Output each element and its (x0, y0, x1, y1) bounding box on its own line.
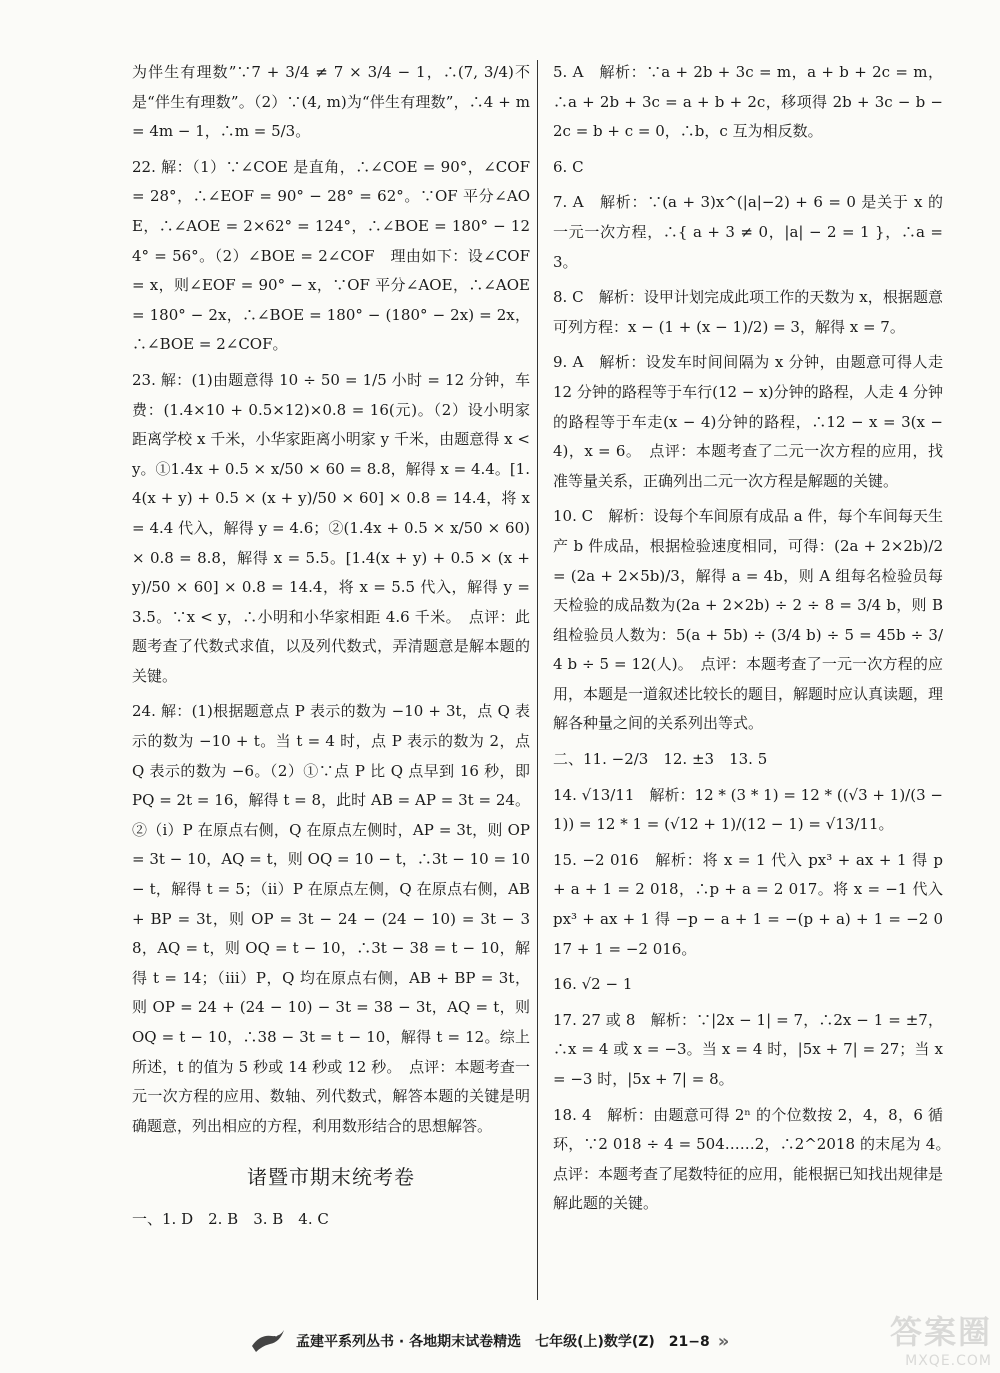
column-divider (537, 60, 538, 1300)
answer-paragraph: 一、1. D 2. B 3. B 4. C (132, 1209, 329, 1228)
right-column (553, 58, 959, 1219)
watermark-line2: MXQE.COM (905, 1353, 992, 1369)
answer-paragraph: 15. −2 016 解析：将 x = 1 代入 px³ + ax + 1 得 p + a + 1 = 2 018，∴p + a = 2 017。将 x = −1 代入 px³ + ax + 1 得 −p − a + 1 = −(p + a) + 1 = −2 017 + 1 = −2 016。 (553, 850, 943, 958)
bird-logo-icon (250, 1326, 286, 1356)
answer-paragraph: 二、11. −2/3 12. ±3 13. 5 (553, 750, 768, 769)
answer-paragraph: 23. 解：(1)由题意得 10 ÷ 50 = 1/5 小时 = 12 分钟，车费：(1.4×10 + 0.5×12)×0.8 = 16(元)。（2）设小明家距离学校 x 千米，小华家距离小明家 y 千米，由题意得 x < y。①1.4x + 0.5 × x/50 × 60 = 8.8，解得 x = 4.4。[1.4(x + y) + 0.5 × (x + y)/50 × 60] × 0.8 = 14.4，将 x = 4.4 代入，解得 y = 4.6；②(1.4x + 0.5 × x/50 × 60) × 0.8 = 8.8，解得 x = 5.5。[1.4(x + y) + 0.5 × (x + y)/50 × 60] × 0.8 = 14.4，将 x = 5.5 代入，解得 y = 3.5。∵x < y，∴小明和小华家相距 4.6 千米。 点评：此题考查了代数式求值，以及列代数式，弄清题意是解本题的关键。 (132, 370, 530, 685)
answer-paragraph: 5. A 解析：∵a + 2b + 3c = m，a + b + 2c = m，∴a + 2b + 3c = a + b + 2c，移项得 2b + 3c − b − 2c = b + c = 0，∴b，c 互为相反数。 (553, 63, 943, 141)
answer-paragraph: 为伴生有理数”∵7 + 3/4 ≠ 7 × 3/4 − 1，∴(7, 3/4)不是“伴生有理数”。（2）∵(4, m)为“伴生有理数”，∴4 + m = 4m − 1，∴m = 5/3。 (132, 63, 530, 141)
chevron-right-icon: » (717, 1330, 730, 1352)
answer-paragraph: 14. √13/11 解析：12 * (3 * 1) = 12 * ((√3 + 1)/(3 − 1)) = 12 * 1 = (√12 + 1)/(12 − 1) = √13/11。 (553, 785, 943, 834)
answer-paragraph: 8. C 解析：设甲计划完成此项工作的天数为 x，根据题意可列方程：x − (1 + (x − 1)/2) = 3，解得 x = 7。 (553, 288, 943, 336)
section-title: 诸暨市期末统考卷 (247, 1165, 415, 1190)
answer-paragraph: 9. A 解析：设发车时间间隔为 x 分钟，由题意可得人走 12 分钟的路程等于车行(12 − x)分钟的路程，人走 4 分钟的路程等于车走(x − 4)分钟的路程，∴12 − x = 3(x − 4)，x = 6。 点评：本题考查了二元一次方程的应用，找准等量关系，正确列出二元一次方程是解题的关键。 (553, 353, 943, 490)
answer-paragraph: 24. 解：(1)根据题意点 P 表示的数为 −10 + 3t，点 Q 表示的数为 −10 + t。当 t = 4 时，点 P 表示的数为 2，点 Q 表示的数为 −6。（2）①∵点 P 比 Q 点早到 16 秒，即 PQ = 2t = 16，解得 t = 8，此时 AB = AP = 3t = 24。②（ⅰ）P 在原点右侧，Q 在原点左侧时，AP = 3t，则 OP = 3t − 10，AQ = t，则 OQ = 10 − t，∴3t − 10 = 10 − t，解得 t = 5；（ⅱ）P 在原点左侧，Q 在原点右侧，AB + BP = 3t，则 OP = 3t − 24 − (24 − 10) = 3t − 38，AQ = t，则 OQ = t − 10，∴3t − 38 = t − 10，解得 t = 14；（ⅲ）P，Q 均在原点右侧，AB + BP = 3t，则 OP = 24 + (24 − 10) − 3t = 38 − 3t，AQ = t，则 OQ = t − 10，∴38 − 3t = t − 10，解得 t = 12。综上所述，t 的值为 5 秒或 14 秒或 12 秒。 点评：本题考查一元一次方程的应用、数轴、列代数式，解答本题的关键是明确题意，列出相应的方程，利用数形结合的思想解答。 (132, 702, 530, 1135)
answer-paragraph: 17. 27 或 8 解析：∵|2x − 1| = 7，∴2x − 1 = ±7，∴x = 4 或 x = −3。当 x = 4 时，|5x + 7| = 27；当 x = −3 时，|5x + 7| = 8。 (553, 1010, 943, 1088)
answer-paragraph: 22. 解：（1）∵∠COE 是直角，∴∠COE = 90°，∠COF = 28°，∴∠EOF = 90° − 28° = 62°。∵OF 平分∠AOE，∴∠AOE = 2×62° = 124°，∴∠BOE = 180° − 124° = 56°。（2）∠BOE = 2∠COF 理由如下：设∠COF = x，则∠EOF = 90° − x，∵OF 平分∠AOE，∴∠AOE = 180° − 2x，∴∠BOE = 180° − (180° − 2x) = 2x，∴∠BOE = 2∠COF。 (132, 157, 530, 354)
answer-paragraph: 10. C 解析：设每个车间原有成品 a 件，每个车间每天生产 b 件成品，根据检验速度相同，可得：(2a + 2×2b)/2 = (2a + 2×5b)/3，解得 a = 4b，则 A 组每名检验员每天检验的成品数为(2a + 2×2b) ÷ 2 ÷ 8 = 3/4 b，则 B 组检验员人数为：5(a + 5b) ÷ (3/4 b) ÷ 5 = 45b ÷ 3/4 b ÷ 5 = 12(人)。 点评：本题考查了一元一次方程的应用，本题是一道叙述比较长的题目，解题时应认真读题，理解各种量之间的关系列出等式。 (553, 507, 944, 733)
answer-paragraph: 7. A 解析：∵(a + 3)x^(|a|−2) + 6 = 0 是关于 x 的一元一次方程，∴{ a + 3 ≠ 0，|a| − 2 = 1 }，∴a = 3。 (553, 193, 943, 271)
page-footer (250, 1324, 810, 1358)
answer-paragraph: 6. C (553, 157, 584, 176)
watermark-line1: 答案圈 (889, 1313, 992, 1351)
footer-text: 孟建平系列丛书 · 各地期末试卷精选 七年级(上)数学(Z) 21−8 (296, 1334, 710, 1350)
left-column (132, 58, 530, 1235)
watermark (842, 1307, 992, 1369)
answer-paragraph: 16. √2 − 1 (553, 975, 633, 994)
answer-paragraph: 18. 4 解析：由题意可得 2ⁿ 的个位数按 2，4，8，6 循环，∵2 018 ÷ 4 = 504……2，∴2^2018 的末尾为 4。 点评：本题考查了尾数特征的应用，能根据已知找出规律是解此题的关键。 (553, 1105, 959, 1213)
